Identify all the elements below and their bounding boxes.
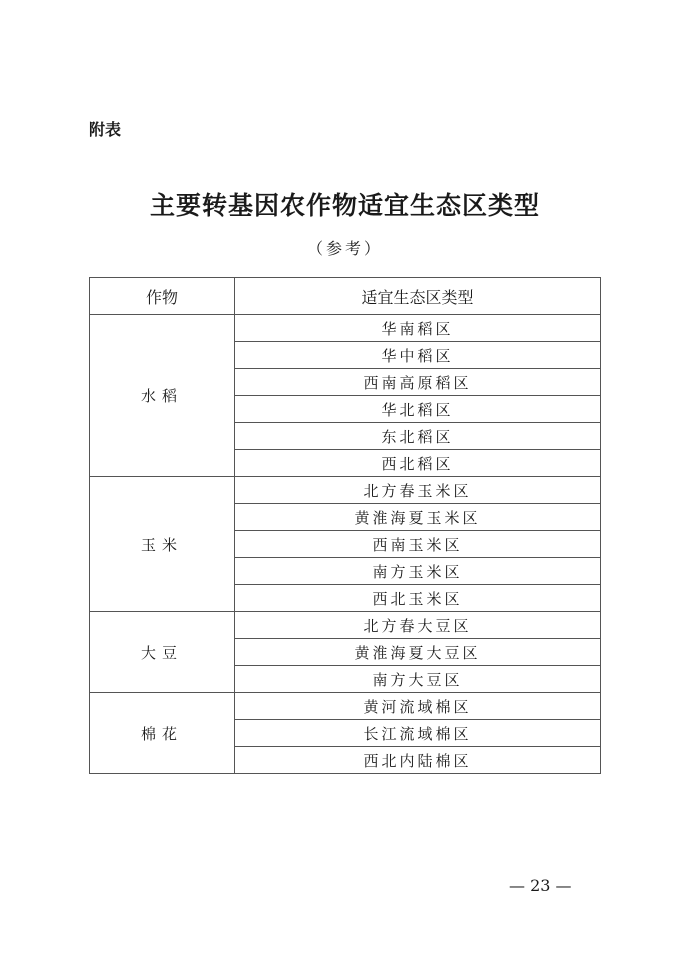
crop-cell: 水稻 (90, 315, 235, 477)
page-title: 主要转基因农作物适宜生态区类型 (149, 191, 540, 220)
crop-cell: 玉米 (90, 477, 235, 612)
crop-cell: 棉花 (90, 693, 235, 774)
zone-cell: 华南稻区 (235, 315, 601, 342)
appendix-label: 附表 (89, 120, 122, 139)
table-row (90, 477, 601, 504)
zone-cell: 华中稻区 (235, 342, 601, 369)
crop-cell: 大豆 (90, 612, 235, 693)
zone-cell: 西南玉米区 (235, 531, 601, 558)
crop-zone-table (89, 277, 601, 774)
zone-cell: 南方大豆区 (235, 666, 601, 693)
table-row (90, 315, 601, 342)
table-header-row (90, 278, 601, 315)
header-crop: 作物 (90, 278, 235, 315)
header-zone-type: 适宜生态区类型 (235, 278, 601, 315)
zone-cell: 西南高原稻区 (235, 369, 601, 396)
zone-cell: 南方玉米区 (235, 558, 601, 585)
table-row (90, 693, 601, 720)
zone-cell: 西北稻区 (235, 450, 601, 477)
page-subtitle: （参考） (306, 239, 383, 258)
zone-cell: 黄河流域棉区 (235, 693, 601, 720)
zone-cell: 西北玉米区 (235, 585, 601, 612)
zone-cell: 西北内陆棉区 (235, 747, 601, 774)
zone-cell: 东北稻区 (235, 423, 601, 450)
zone-cell: 北方春大豆区 (235, 612, 601, 639)
page-number: — 23 — (509, 876, 572, 895)
zone-cell: 长江流域棉区 (235, 720, 601, 747)
zone-cell: 黄淮海夏大豆区 (235, 639, 601, 666)
zone-cell: 黄淮海夏玉米区 (235, 504, 601, 531)
zone-cell: 华北稻区 (235, 396, 601, 423)
table-row (90, 612, 601, 639)
zone-cell: 北方春玉米区 (235, 477, 601, 504)
